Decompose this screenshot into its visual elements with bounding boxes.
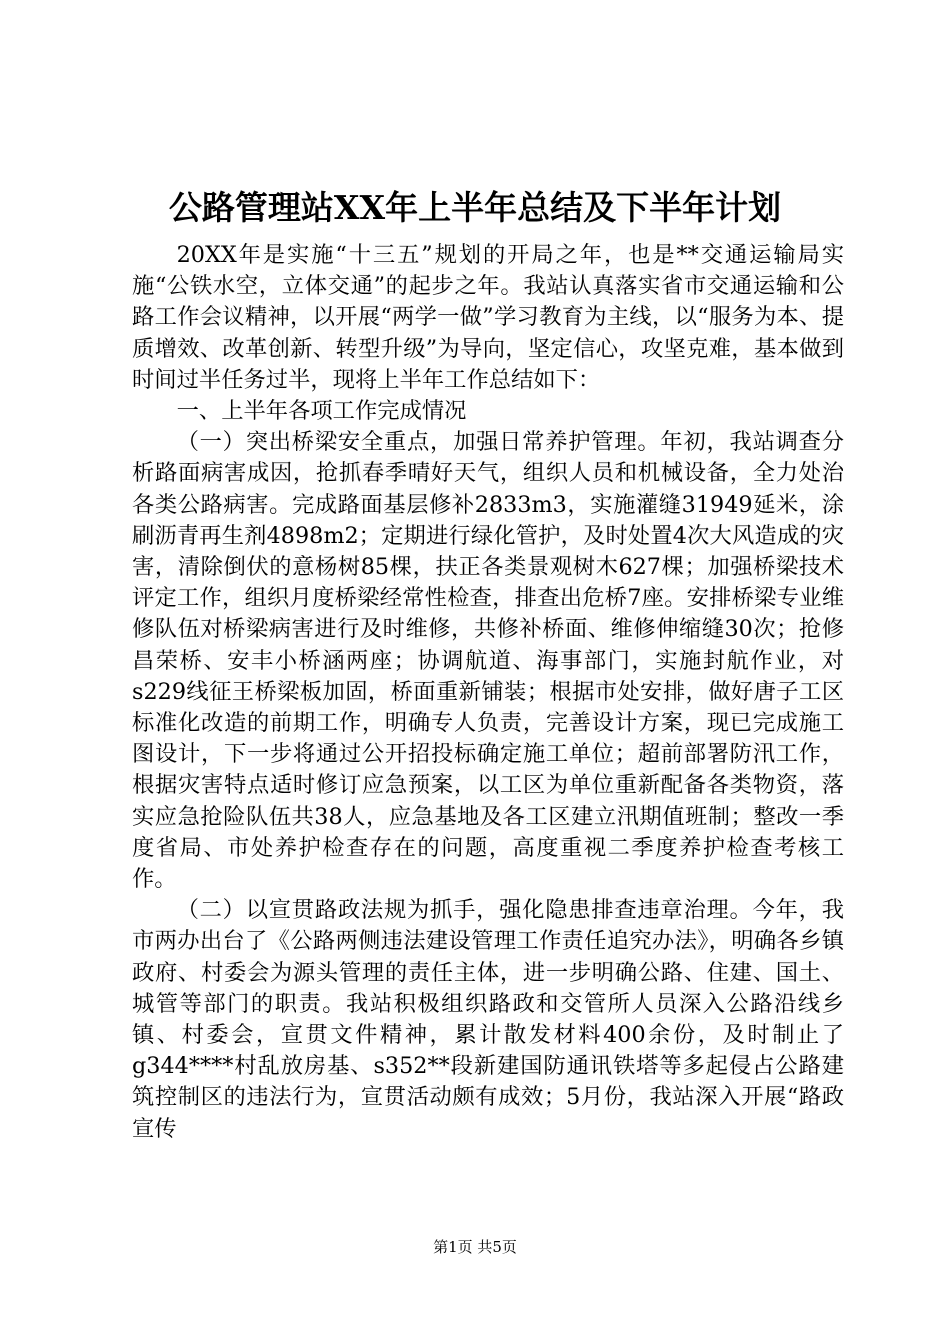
page-title: 公路管理站XX年上半年总结及下半年计划 bbox=[168, 188, 782, 227]
section-paragraph-1: （一）突出桥梁安全重点，加强日常养护管理。年初，我站调查分析路面病害成因，抢抓春季晴好天气，组织人员和机械设备，全力处治各类公路病害。完成路面基层修补2833m3，实施灌缝31949延米，涂刷沥青再生剂4898m2；定期进行绿化管护，及时处置4次大风造成的灾害，清除倒伏的意杨树85棵，扶正各类景观树木627棵；加强桥梁技术评定工作，组织月度桥梁经常性检查，排查出危桥7座。安排桥梁专业维修队伍对桥梁病害进行及时维修，共修补桥面、维修伸缩缝30次；抢修昌荣桥、安丰小桥涵两座；协调航道、海事部门，实施封航作业，对s229线征王桥梁板加固，桥面重新铺装；根据市处安排，做好唐子工区标准化改造的前期工作，明确专人负责，完善设计方案，现已完成施工图设计，下一步将通过公开招投标确定施工单位；超前部署防汛工作，根据灾害特点适时修订应急预案，以工区为单位重新配备各类物资，落实应急抢险队伍共38人，应急基地及各工区建立汛期值班制；整改一季度省局、市处养护检查存在的问题，高度重视二季度养护检查考核工作。 bbox=[132, 429, 844, 893]
page-indicator: 第1页 共5页 bbox=[433, 1238, 517, 1256]
section-heading: 一、上半年各项工作完成情况 bbox=[176, 398, 467, 425]
section-paragraph-2: （二）以宣贯路政法规为抓手，强化隐患排查违章治理。今年，我市两办出台了《公路两侧违法建设管理工作责任追究办法》，明确各乡镇政府、村委会为源头管理的责任主体，进一步明确公路、住建、国土、城管等部门的职责。我站积极组织路政和交管所人员深入公路沿线乡镇、村委会，宣贯文件精神，累计散发材料400余份，及时制止了g344****村乱放房基、s352**段新建国防通讯铁塔等多起侵占公路建筑控制区的违法行为，宣贯活动颇有成效；5月份，我站深入开展“路政宣传 bbox=[132, 897, 844, 1142]
intro-paragraph: 20XX年是实施“十三五”规划的开局之年，也是**交通运输局实施“公铁水空，立体交通”的起步之年。我站认真落实省市交通运输和公路工作会议精神，以开展“两学一做”学习教育为主线，以“服务为本、提质增效、改革创新、转型升级”为导向，坚定信心，攻坚克难，基本做到时间过半任务过半，现将上半年工作总结如下： bbox=[132, 242, 844, 393]
document-body bbox=[132, 240, 844, 1145]
